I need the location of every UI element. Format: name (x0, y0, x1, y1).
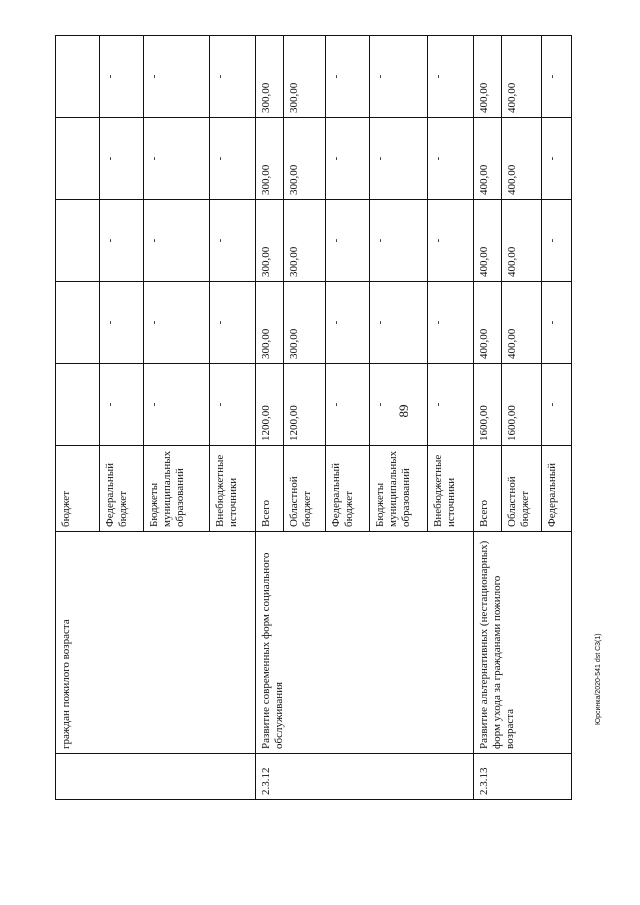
value-cell: - (542, 36, 572, 118)
item-name: Развитие современных форм социального обслуживания (256, 532, 474, 754)
funding-source: Федеральный (542, 446, 572, 532)
item-number (56, 754, 256, 800)
value-cell: - (542, 364, 572, 446)
value-cell: - (100, 282, 144, 364)
value-cell: - (144, 200, 210, 282)
funding-source: Всего (474, 446, 502, 532)
value-cell: - (370, 118, 428, 200)
value-cell: - (326, 282, 370, 364)
value-cell: - (144, 118, 210, 200)
value-cell: 1600,00 (502, 364, 542, 446)
funding-source: Бюджеты муниципальных образований (144, 446, 210, 532)
item-number: 2.3.12 (256, 754, 474, 800)
value-cell: - (370, 36, 428, 118)
page-number: 89 (396, 404, 411, 418)
value-cell: - (144, 364, 210, 446)
value-cell: - (210, 36, 256, 118)
value-cell: - (428, 200, 474, 282)
funding-source: Федеральный бюджет (326, 446, 370, 532)
value-cell: - (542, 200, 572, 282)
value-cell: 300,00 (284, 118, 326, 200)
document-code: Юрсинка/2020-541 dst C3(1) (595, 633, 602, 725)
value-cell: - (370, 364, 428, 446)
value-cell: 300,00 (256, 118, 284, 200)
table-row (56, 36, 100, 800)
table-row (474, 36, 502, 800)
value-cell: - (144, 36, 210, 118)
value-cell (56, 118, 100, 200)
funding-source: Федеральный бюджет (100, 446, 144, 532)
value-cell: 400,00 (474, 282, 502, 364)
value-cell: 300,00 (256, 282, 284, 364)
value-cell: 1200,00 (284, 364, 326, 446)
table-row (256, 36, 284, 800)
value-cell: 300,00 (284, 282, 326, 364)
value-cell: 1200,00 (256, 364, 284, 446)
value-cell (56, 36, 100, 118)
value-cell: - (210, 200, 256, 282)
value-cell: - (326, 118, 370, 200)
value-cell: - (370, 200, 428, 282)
value-cell: 400,00 (474, 36, 502, 118)
value-cell: - (542, 282, 572, 364)
value-cell: 300,00 (256, 200, 284, 282)
funding-source: Областной бюджет (502, 446, 542, 532)
value-cell: - (326, 200, 370, 282)
value-cell: - (370, 282, 428, 364)
value-cell: 1600,00 (474, 364, 502, 446)
item-name: Развитие альтернативных (нестационарных) форм ухода за гражданами пожилого возраста (474, 532, 572, 754)
value-cell: - (326, 36, 370, 118)
value-cell: 400,00 (502, 282, 542, 364)
value-cell: - (210, 364, 256, 446)
value-cell: - (428, 282, 474, 364)
value-cell (56, 282, 100, 364)
value-cell: 300,00 (256, 36, 284, 118)
funding-source: Всего (256, 446, 284, 532)
value-cell: - (100, 36, 144, 118)
value-cell (56, 364, 100, 446)
item-name: граждан пожилого возраста (56, 532, 256, 754)
funding-source: Внебюджетные источники (428, 446, 474, 532)
value-cell: 400,00 (502, 200, 542, 282)
funding-source: Бюджеты муниципальных образований (370, 446, 428, 532)
value-cell: 400,00 (474, 200, 502, 282)
value-cell: - (100, 364, 144, 446)
value-cell: - (144, 282, 210, 364)
funding-source: Внебюджетные источники (210, 446, 256, 532)
value-cell: - (428, 36, 474, 118)
value-cell: - (100, 200, 144, 282)
item-number: 2.3.13 (474, 754, 572, 800)
funding-source: Областной бюджет (284, 446, 326, 532)
value-cell: - (428, 364, 474, 446)
value-cell: - (326, 364, 370, 446)
value-cell (56, 200, 100, 282)
value-cell: 400,00 (502, 36, 542, 118)
value-cell: - (100, 118, 144, 200)
value-cell: - (542, 118, 572, 200)
funding-source: бюджет (56, 446, 100, 532)
value-cell: 300,00 (284, 200, 326, 282)
value-cell: - (210, 118, 256, 200)
value-cell: 300,00 (284, 36, 326, 118)
value-cell: - (210, 282, 256, 364)
value-cell: - (428, 118, 474, 200)
value-cell: 400,00 (502, 118, 542, 200)
budget-table (55, 35, 572, 800)
value-cell: 400,00 (474, 118, 502, 200)
budget-table-body (56, 36, 572, 800)
